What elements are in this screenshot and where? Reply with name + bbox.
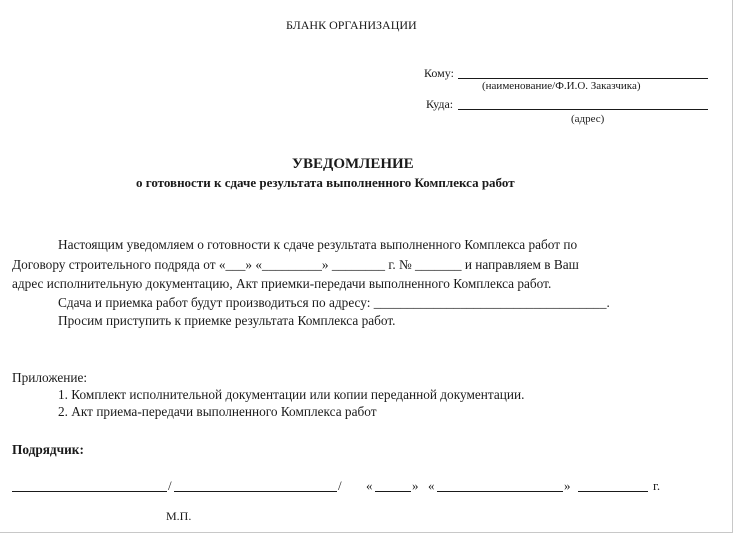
date-month-open-quote: « — [428, 478, 435, 493]
date-day-line — [375, 491, 411, 492]
document-subtitle: о готовности к сдаче результата выполненного Комплекса работ — [136, 175, 515, 190]
date-day-open-quote: « — [366, 478, 373, 493]
name-line — [174, 491, 337, 492]
body-line-5: Просим приступить к приемке результата Комплекса работ. — [58, 313, 396, 328]
attachment-item-2: 2. Акт приема-передачи выполненного Комплекса работ — [58, 404, 377, 419]
date-month-line — [437, 491, 563, 492]
body-line-1: Настоящим уведомляем о готовности к сдаче результата выполненного Комплекса работ по — [58, 237, 578, 252]
body-line-4: Сдача и приемка работ будут производиться по адресу: ___________________________________. — [58, 295, 610, 310]
document-title: УВЕДОМЛЕНИЕ — [292, 156, 414, 172]
date-day-close-quote: » — [412, 478, 419, 493]
contractor-label: Подрядчик: — [12, 442, 84, 457]
to-caption: (наименование/Ф.И.О. Заказчика) — [482, 80, 641, 92]
body-line-3: адрес исполнительную документацию, Акт приемки-передачи выполненного Комплекса работ. — [12, 276, 552, 291]
attachment-item-1: 1. Комплект исполнительной документации или копии переданной документации. — [58, 387, 525, 402]
date-year-line — [578, 491, 648, 492]
stamp-label: М.П. — [166, 509, 192, 523]
date-month-close-quote: » — [564, 478, 571, 493]
to-fill-line — [458, 78, 708, 79]
to-label: Кому: — [424, 66, 454, 80]
signature-slash-1: / — [168, 478, 172, 493]
attachments-title: Приложение: — [12, 370, 88, 385]
year-suffix: г. — [653, 478, 661, 493]
signature-line — [12, 491, 167, 492]
address-fill-line — [458, 109, 708, 110]
address-label: Куда: — [426, 97, 454, 111]
body-line-2: Договору строительного подряда от «___» «_________» ________ г. № _______ и направляем в Ваш — [12, 257, 579, 272]
letterhead-label: БЛАНК ОРГАНИЗАЦИИ — [286, 18, 417, 32]
signature-slash-2: / — [338, 478, 342, 493]
address-caption: (адрес) — [571, 113, 605, 125]
